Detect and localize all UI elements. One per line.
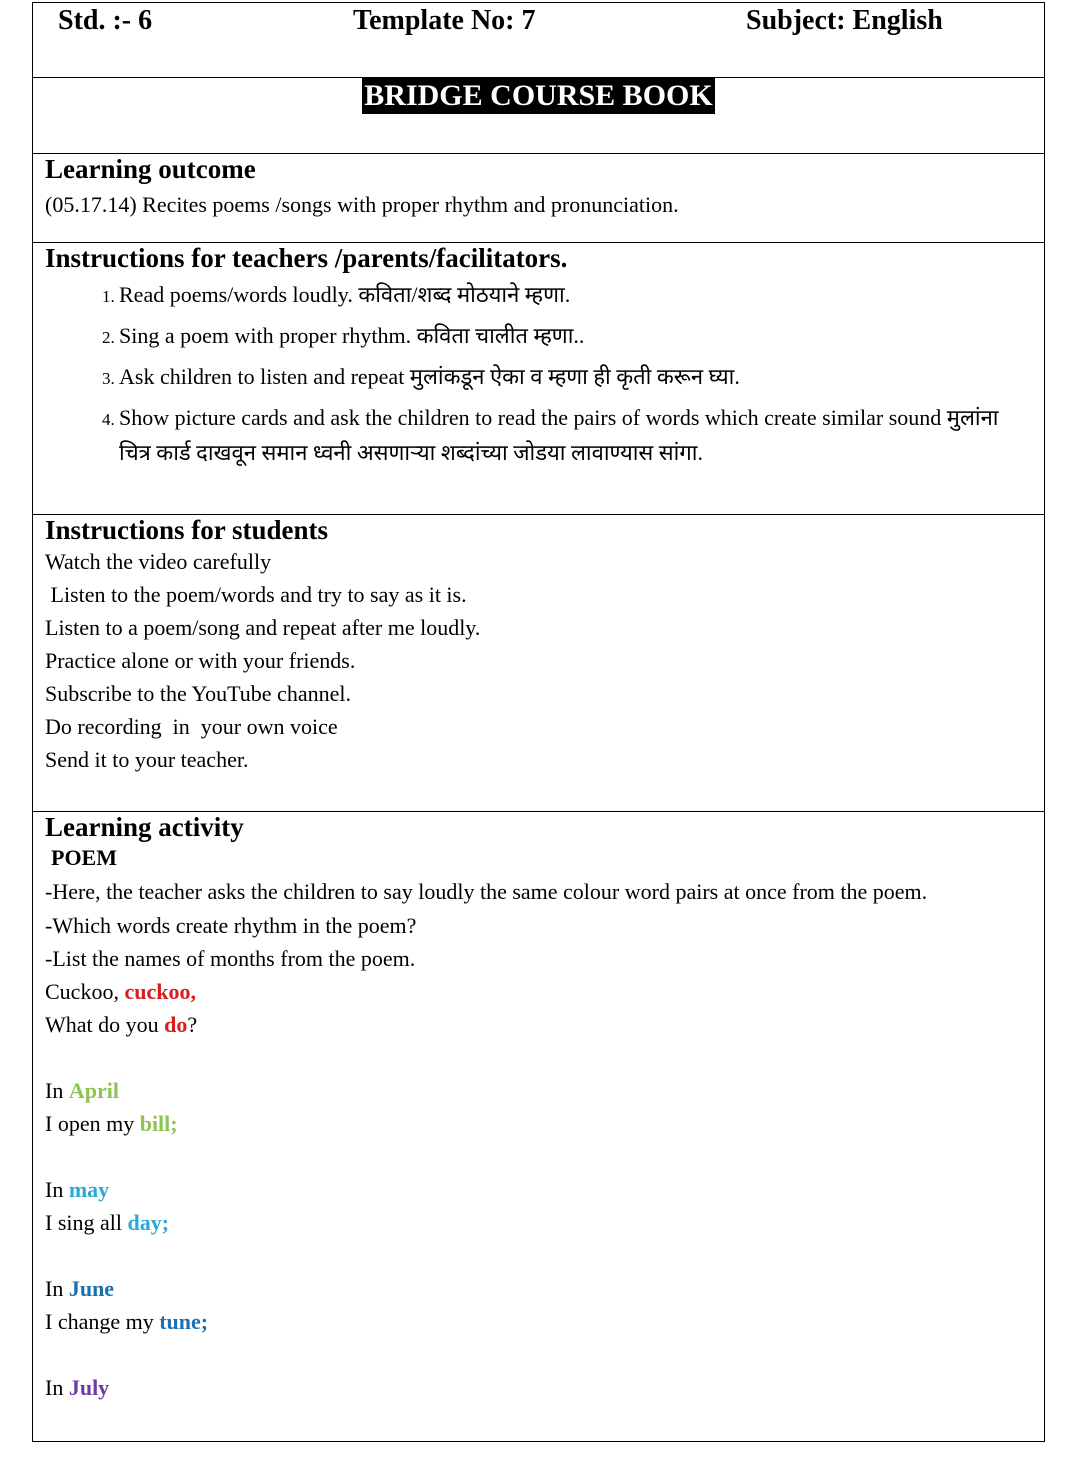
student-instruction-line: Listen to a poem/song and repeat after me loudly.	[45, 615, 481, 640]
poem-line: In July	[45, 1375, 110, 1400]
student-instruction-line: Send it to your teacher.	[45, 747, 249, 772]
student-instruction-line: Listen to the poem/words and try to say as it is.	[45, 582, 467, 607]
worksheet-frame	[32, 2, 1045, 1442]
student-instruction-line: Practice alone or with your friends.	[45, 648, 356, 673]
student-instruction-line: Subscribe to the YouTube channel.	[45, 681, 351, 706]
poem-line: Cuckoo, cuckoo,	[45, 979, 196, 1004]
student-instructions-section	[33, 515, 1044, 812]
poem-line: I change my tune;	[45, 1309, 209, 1334]
student-instruction-line: Watch the video carefully	[45, 549, 272, 574]
student-instructions-heading: Instructions for students	[45, 515, 329, 545]
template-label: Template No: 7	[353, 5, 536, 36]
header-row	[33, 3, 1044, 78]
list-item: 4. Show picture cards and ask the children to read the pairs of words which create similar sound मुलांना चित्र कार्ड दाखवून समान ध्वनी असणाऱ्या शब्दांच्या जोडया लावाण्यास सांगा.	[119, 400, 1032, 470]
poem-line: I sing all day;	[45, 1210, 170, 1235]
learning-outcome-section	[33, 154, 1044, 243]
teacher-instructions-list	[45, 277, 1032, 470]
standard-label: Std. :- 6	[58, 5, 153, 36]
title-row	[33, 78, 1044, 154]
learning-activity-section	[33, 812, 1044, 1441]
poem-line: I open my bill;	[45, 1111, 178, 1136]
poem-line: In April	[45, 1078, 119, 1103]
learning-activity-heading: Learning activity	[45, 812, 244, 842]
page-title: BRIDGE COURSE BOOK	[364, 79, 713, 112]
learning-outcome-text: (05.17.14) Recites poems /songs with proper rhythm and pronunciation.	[45, 192, 679, 217]
activity-line: -Which words create rhythm in the poem?	[45, 913, 417, 938]
list-item: 2. Sing a poem with proper rhythm. कविता चालीत म्हणा..	[119, 318, 1032, 353]
learning-outcome-heading: Learning outcome	[45, 154, 256, 184]
poem-line: In June	[45, 1276, 115, 1301]
teacher-instructions-section	[33, 243, 1044, 515]
activity-line: -Here, the teacher asks the children to say loudly the same colour word pairs at once from the poem.	[45, 879, 928, 904]
teacher-instructions-heading: Instructions for teachers /parents/facilitators.	[45, 243, 568, 273]
poem-line: What do you do?	[45, 1012, 198, 1037]
list-item: 1. Read poems/words loudly. कविता/शब्द मोठयाने म्हणा.	[119, 277, 1032, 312]
student-instruction-line: Do recording in your own voice	[45, 714, 338, 739]
list-item: 3. Ask children to listen and repeat मुलांकडून ऐका व म्हणा ही कृती करून घ्या.	[119, 359, 1032, 394]
subject-label: Subject: English	[746, 5, 943, 36]
poem-label: POEM	[51, 845, 117, 870]
activity-line: -List the names of months from the poem.	[45, 946, 416, 971]
poem-line: In may	[45, 1177, 110, 1202]
